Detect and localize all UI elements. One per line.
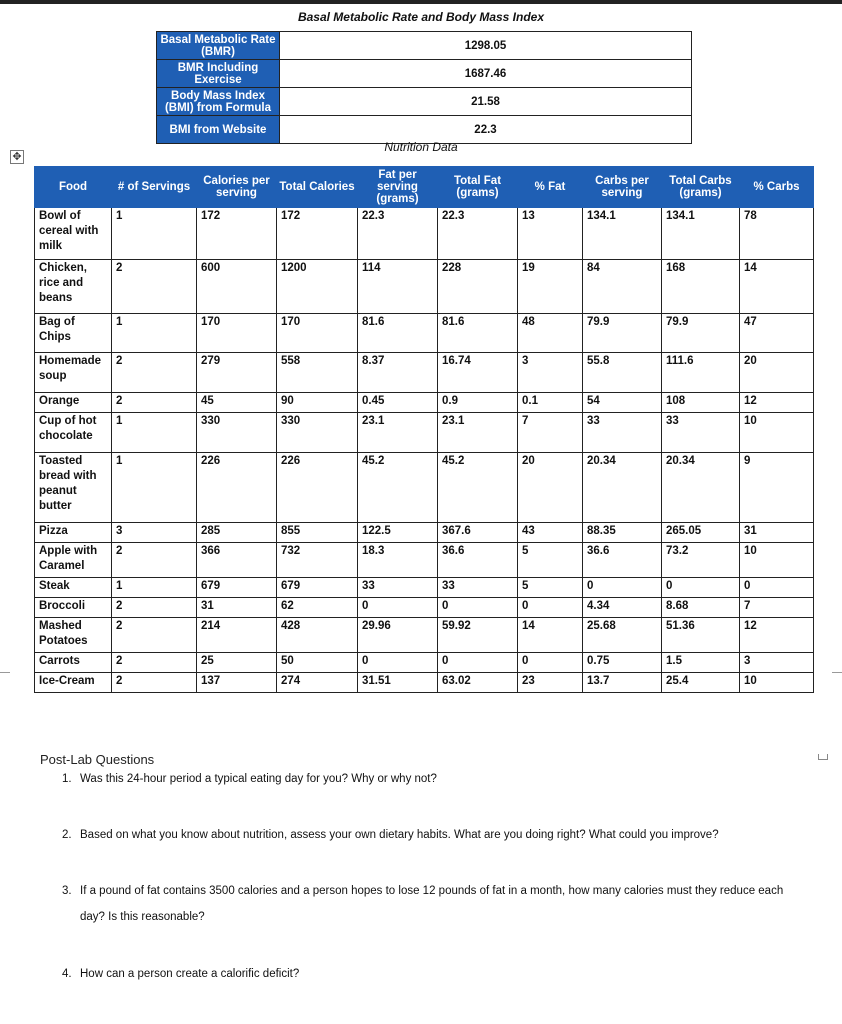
table-cell: 279: [197, 353, 277, 393]
table-row: [35, 393, 814, 413]
table-cell: 122.5: [358, 523, 438, 543]
table-cell: 20: [518, 453, 583, 523]
question-text: If a pound of fat contains 3500 calories and a person hopes to lose 12 pounds of fat in a month, how many calories must they reduce each day? Is this reasonable?: [80, 885, 784, 923]
table-row: [35, 208, 814, 260]
table-cell: 226: [277, 453, 358, 523]
table-cell: 19: [518, 260, 583, 314]
table-cell: 50: [277, 653, 358, 673]
table-cell: 558: [277, 353, 358, 393]
table-cell: 0: [358, 653, 438, 673]
table-cell: 20.34: [583, 453, 662, 523]
table-cell: 170: [277, 314, 358, 353]
table-cell: 14: [518, 618, 583, 653]
question-text: Was this 24-hour period a typical eating day for you? Why or why not?: [80, 773, 437, 785]
table-cell: 285: [197, 523, 277, 543]
table-cell: 33: [358, 578, 438, 598]
table-cell: 2: [112, 673, 197, 693]
table-cell: 134.1: [583, 208, 662, 260]
table-cell: 79.9: [662, 314, 740, 353]
column-header: Calories per serving: [197, 167, 277, 208]
bmi-label: BMR Including Exercise: [157, 60, 280, 88]
column-header: Carbs per serving: [583, 167, 662, 208]
table-cell: 1.5: [662, 653, 740, 673]
table-cell: 22.3: [358, 208, 438, 260]
table-cell: 81.6: [438, 314, 518, 353]
table-cell: 62: [277, 598, 358, 618]
table-cell: 9: [740, 453, 814, 523]
table-cell: 55.8: [583, 353, 662, 393]
table-row: [35, 413, 814, 453]
table-cell: 8.68: [662, 598, 740, 618]
table-cell: 1: [112, 578, 197, 598]
table-cell: 1: [112, 453, 197, 523]
question-number: 4.: [62, 968, 72, 980]
table-cell: 88.35: [583, 523, 662, 543]
bmi-value: 22.3: [280, 116, 692, 144]
table-row: [35, 673, 814, 693]
table-cell: 265.05: [662, 523, 740, 543]
table-cell: 2: [112, 353, 197, 393]
table-cell: 14: [740, 260, 814, 314]
corner-mark: [818, 754, 828, 760]
bmi-label: Body Mass Index (BMI) from Formula: [157, 88, 280, 116]
right-margin-mark: [832, 672, 842, 673]
food-cell: Bag of Chips: [35, 314, 112, 353]
food-cell: Steak: [35, 578, 112, 598]
food-cell: Orange: [35, 393, 112, 413]
table-cell: 7: [518, 413, 583, 453]
question-1: [62, 766, 802, 792]
food-cell: Bowl of cereal with milk: [35, 208, 112, 260]
table-cell: 10: [740, 413, 814, 453]
table-cell: 48: [518, 314, 583, 353]
table-row: [35, 260, 814, 314]
table-cell: 29.96: [358, 618, 438, 653]
table-cell: 274: [277, 673, 358, 693]
table-move-handle-icon[interactable]: ✥: [10, 150, 24, 164]
table-cell: 0: [358, 598, 438, 618]
table-cell: 59.92: [438, 618, 518, 653]
food-cell: Apple with Caramel: [35, 543, 112, 578]
food-cell: Carrots: [35, 653, 112, 673]
table-cell: 10: [740, 543, 814, 578]
table-cell: 12: [740, 393, 814, 413]
table-row: [35, 578, 814, 598]
table-cell: 18.3: [358, 543, 438, 578]
table-cell: 0.75: [583, 653, 662, 673]
table-cell: 137: [197, 673, 277, 693]
table-cell: 2: [112, 260, 197, 314]
table-cell: 330: [197, 413, 277, 453]
column-header: % Carbs: [740, 167, 814, 208]
table-cell: 8.37: [358, 353, 438, 393]
question-3: [62, 878, 802, 930]
food-cell: Mashed Potatoes: [35, 618, 112, 653]
table-cell: 2: [112, 543, 197, 578]
question-2: [62, 822, 802, 848]
column-header: Fat per serving (grams): [358, 167, 438, 208]
question-number: 2.: [62, 829, 72, 841]
table-cell: 1: [112, 413, 197, 453]
bmi-label: Basal Metabolic Rate (BMR): [157, 32, 280, 60]
table-cell: 45.2: [438, 453, 518, 523]
table-cell: 170: [197, 314, 277, 353]
post-lab-title: Post-Lab Questions: [40, 752, 155, 767]
table-cell: 600: [197, 260, 277, 314]
table-cell: 108: [662, 393, 740, 413]
table-cell: 79.9: [583, 314, 662, 353]
table-cell: 33: [662, 413, 740, 453]
table-cell: 0: [583, 578, 662, 598]
table-cell: 63.02: [438, 673, 518, 693]
table-cell: 3: [112, 523, 197, 543]
food-cell: Homemade soup: [35, 353, 112, 393]
table-cell: 732: [277, 543, 358, 578]
table-cell: 31: [740, 523, 814, 543]
column-header: Food: [35, 167, 112, 208]
table-cell: 7: [740, 598, 814, 618]
table-cell: 25.4: [662, 673, 740, 693]
column-header: Total Carbs (grams): [662, 167, 740, 208]
table-cell: 13: [518, 208, 583, 260]
bmi-row: [157, 32, 692, 60]
table-cell: 111.6: [662, 353, 740, 393]
question-number: 1.: [62, 773, 72, 785]
table-cell: 20: [740, 353, 814, 393]
table-row: [35, 523, 814, 543]
table-cell: 73.2: [662, 543, 740, 578]
table-cell: 31: [197, 598, 277, 618]
table-cell: 2: [112, 393, 197, 413]
table-cell: 172: [197, 208, 277, 260]
table-cell: 114: [358, 260, 438, 314]
table-cell: 43: [518, 523, 583, 543]
food-cell: Chicken, rice and beans: [35, 260, 112, 314]
bmi-value: 21.58: [280, 88, 692, 116]
nutrition-title: Nutrition Data: [384, 140, 458, 154]
table-cell: 0: [438, 653, 518, 673]
question-4: [62, 961, 802, 987]
table-cell: 25.68: [583, 618, 662, 653]
table-cell: 10: [740, 673, 814, 693]
table-cell: 0.9: [438, 393, 518, 413]
table-row: [35, 598, 814, 618]
bmi-title: Basal Metabolic Rate and Body Mass Index: [297, 10, 545, 24]
table-cell: 23.1: [358, 413, 438, 453]
table-cell: 4.34: [583, 598, 662, 618]
table-cell: 51.36: [662, 618, 740, 653]
table-cell: 23.1: [438, 413, 518, 453]
left-margin-mark: [0, 672, 10, 673]
table-cell: 226: [197, 453, 277, 523]
table-cell: 36.6: [438, 543, 518, 578]
table-cell: 855: [277, 523, 358, 543]
bmi-row: [157, 60, 692, 88]
table-cell: 214: [197, 618, 277, 653]
table-cell: 22.3: [438, 208, 518, 260]
table-cell: 33: [583, 413, 662, 453]
table-cell: 54: [583, 393, 662, 413]
food-cell: Pizza: [35, 523, 112, 543]
question-number: 3.: [62, 885, 72, 897]
column-header: Total Calories: [277, 167, 358, 208]
table-cell: 367.6: [438, 523, 518, 543]
table-cell: 45: [197, 393, 277, 413]
question-text: How can a person create a calorific deficit?: [80, 968, 300, 980]
table-cell: 13.7: [583, 673, 662, 693]
table-cell: 134.1: [662, 208, 740, 260]
top-border: [0, 0, 842, 4]
table-cell: 16.74: [438, 353, 518, 393]
table-cell: 78: [740, 208, 814, 260]
table-row: [35, 543, 814, 578]
table-cell: 366: [197, 543, 277, 578]
bmi-label: BMI from Website: [157, 116, 280, 144]
table-cell: 228: [438, 260, 518, 314]
table-cell: 84: [583, 260, 662, 314]
bmi-value: 1298.05: [280, 32, 692, 60]
table-cell: 679: [197, 578, 277, 598]
table-cell: 0: [662, 578, 740, 598]
table-cell: 1: [112, 208, 197, 260]
table-cell: 36.6: [583, 543, 662, 578]
food-cell: Cup of hot chocolate: [35, 413, 112, 453]
table-cell: 25: [197, 653, 277, 673]
table-cell: 3: [740, 653, 814, 673]
table-cell: 428: [277, 618, 358, 653]
question-text: Based on what you know about nutrition, assess your own dietary habits. What are you doing right? What could you improve?: [80, 829, 719, 841]
table-cell: 2: [112, 618, 197, 653]
table-cell: 33: [438, 578, 518, 598]
table-cell: 679: [277, 578, 358, 598]
table-cell: 5: [518, 543, 583, 578]
table-cell: 0: [438, 598, 518, 618]
table-cell: 330: [277, 413, 358, 453]
table-row: [35, 618, 814, 653]
table-cell: 168: [662, 260, 740, 314]
table-cell: 1: [112, 314, 197, 353]
table-cell: 20.34: [662, 453, 740, 523]
column-header: Total Fat (grams): [438, 167, 518, 208]
table-cell: 2: [112, 598, 197, 618]
table-cell: 5: [518, 578, 583, 598]
food-cell: Ice-Cream: [35, 673, 112, 693]
table-cell: 45.2: [358, 453, 438, 523]
table-cell: 0: [740, 578, 814, 598]
table-cell: 31.51: [358, 673, 438, 693]
food-cell: Toasted bread with peanut butter: [35, 453, 112, 523]
column-header: # of Servings: [112, 167, 197, 208]
table-cell: 0.1: [518, 393, 583, 413]
food-cell: Broccoli: [35, 598, 112, 618]
table-cell: 3: [518, 353, 583, 393]
table-row: [35, 453, 814, 523]
table-cell: 0: [518, 598, 583, 618]
table-row: [35, 314, 814, 353]
table-row: [35, 353, 814, 393]
bmi-row: [157, 88, 692, 116]
table-cell: 1200: [277, 260, 358, 314]
bmi-value: 1687.46: [280, 60, 692, 88]
table-cell: 12: [740, 618, 814, 653]
table-cell: 2: [112, 653, 197, 673]
nutrition-table: [34, 166, 814, 693]
table-cell: 0: [518, 653, 583, 673]
column-header: % Fat: [518, 167, 583, 208]
bmi-table: [156, 31, 692, 144]
table-cell: 47: [740, 314, 814, 353]
table-cell: 0.45: [358, 393, 438, 413]
table-row: [35, 653, 814, 673]
table-cell: 23: [518, 673, 583, 693]
table-cell: 81.6: [358, 314, 438, 353]
table-cell: 172: [277, 208, 358, 260]
table-cell: 90: [277, 393, 358, 413]
